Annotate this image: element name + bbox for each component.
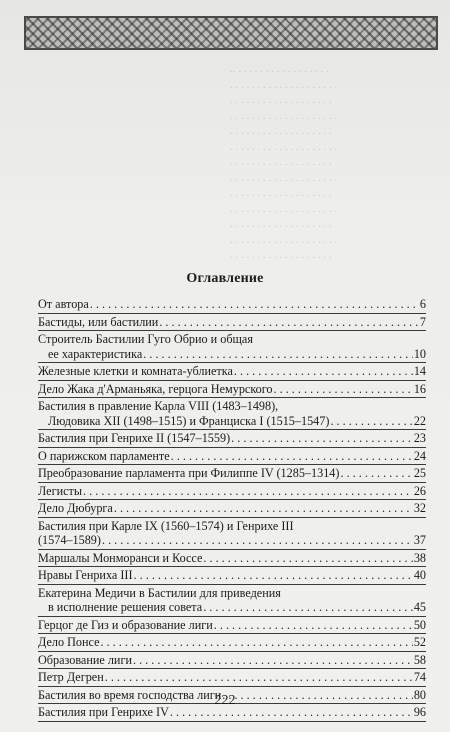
toc-entry-title: Образование лиги xyxy=(38,652,132,667)
toc-entry-page: 22 xyxy=(413,413,426,428)
toc-entry-line xyxy=(38,431,426,446)
toc-entry xyxy=(38,398,426,430)
toc-entry-title: Нравы Генриха III xyxy=(38,568,133,582)
toc-entry-line xyxy=(38,382,426,397)
toc-leader-dots xyxy=(203,551,412,566)
toc-entry-page: 96 xyxy=(413,705,426,719)
toc-leader-dots xyxy=(274,382,413,397)
toc-entry-line xyxy=(38,670,426,685)
toc-entry xyxy=(38,363,426,381)
toc-entry xyxy=(38,585,426,617)
toc-leader-dots xyxy=(114,501,413,516)
toc-entry-title: Дело Понсе xyxy=(38,635,100,649)
toc-leader-dots xyxy=(203,600,413,615)
toc-entry-page: 23 xyxy=(413,431,426,445)
toc-entry-line xyxy=(38,635,426,650)
toc-leader-dots xyxy=(159,315,419,330)
toc-entry xyxy=(38,567,426,585)
toc-entry-title: (1574–1589) xyxy=(38,533,101,547)
toc-entry-line xyxy=(38,315,426,330)
toc-entry-page: 32 xyxy=(413,501,426,515)
toc-entry-page: 24 xyxy=(413,448,426,463)
toc-leader-dots xyxy=(171,449,413,464)
toc-entry-line: Екатерина Медичи в Бастилии для приведения xyxy=(38,585,281,600)
toc-entry xyxy=(38,314,426,332)
toc-entry-page: 80 xyxy=(413,687,426,702)
toc-entry-title: ее характеристика xyxy=(48,346,143,361)
toc-entry xyxy=(38,483,426,501)
toc-entry xyxy=(38,652,426,670)
toc-leader-dots xyxy=(90,297,419,312)
toc-leader-dots xyxy=(340,466,412,481)
toc-entry-line xyxy=(38,414,426,429)
toc-leader-dots xyxy=(102,533,413,548)
toc-entry-title: Преобразование парламента при Филиппе IV (1285–1314) xyxy=(38,466,340,480)
toc-entry-line xyxy=(38,449,426,464)
toc-entry-page: 52 xyxy=(413,635,426,649)
toc-entry-title: в исполнение решения совета xyxy=(48,600,203,614)
toc-entry-page: 6 xyxy=(419,297,426,311)
table-of-contents xyxy=(38,296,426,722)
toc-entry-page: 37 xyxy=(413,533,426,547)
toc-entry-title: О парижском парламенте xyxy=(38,448,170,463)
toc-entry-page: 14 xyxy=(413,364,426,378)
toc-entry-line xyxy=(38,600,426,615)
toc-entry-title: Бастилия во время господства лиги xyxy=(38,687,222,702)
toc-leader-dots xyxy=(133,653,413,668)
toc-entry xyxy=(38,550,426,568)
toc-entry xyxy=(38,331,426,363)
toc-entry xyxy=(38,448,426,466)
toc-entry-line xyxy=(38,568,426,583)
toc-entry-page: 45 xyxy=(413,600,426,614)
toc-entry-page: 40 xyxy=(413,568,426,582)
toc-heading: Оглавление xyxy=(186,271,264,286)
toc-leader-dots xyxy=(214,618,413,633)
toc-entry-line xyxy=(38,484,426,499)
toc-entry-title: Бастиды, или бастилии xyxy=(38,314,159,329)
toc-entry-title: Петр Дегрен xyxy=(38,670,104,684)
toc-entry-title: Герцог де Гиз и образование лиги xyxy=(38,617,213,632)
toc-entry-title: От автора xyxy=(38,297,89,311)
toc-entry xyxy=(38,518,426,550)
toc-entry-page: 58 xyxy=(413,652,426,667)
toc-entry-line xyxy=(38,618,426,633)
toc-entry-line xyxy=(38,533,426,548)
toc-entry-title: Легисты xyxy=(38,483,83,498)
toc-entry-title: Маршалы Монморанси и Коссе xyxy=(38,550,203,565)
toc-leader-dots xyxy=(134,568,413,583)
toc-entry-title: Бастилия при Генрихе IV xyxy=(38,705,169,719)
toc-entry-page: 26 xyxy=(413,483,426,498)
toc-entry xyxy=(38,465,426,483)
toc-entry-line xyxy=(38,297,426,312)
toc-entry-line xyxy=(38,347,426,362)
toc-entry xyxy=(38,381,426,399)
toc-entry-line xyxy=(38,551,426,566)
toc-entry xyxy=(38,430,426,448)
toc-entry-page: 16 xyxy=(413,381,426,396)
toc-entry-title: Людовика XII (1498–1515) и Франциска I (1515–1547) xyxy=(48,413,330,428)
toc-leader-dots xyxy=(234,364,413,379)
toc-entry xyxy=(38,296,426,314)
bleed-through-text: .. . . . . . . . . . . . . . . . . . . . . . . . . . . . . . . . . . . . . . . . . . . . . . . . . . . . . . . . . . . . . . . . . . . . . . . . . . . . . . . . . . . . . . . . . . . . . . . . . . . . . . . . . . . . . . . . . . . . . . . . . . . . . . . . . . . . . . . . . . . . . . . . . . . . . . . . . . . . . . . . . . . . . . . . . . . . . . . . . . . . . . . . . . . . . . . . . . . . . . . . . . . . . . . . . . . . . . . . . . . . . . . . . . . . . . . . . . . . . . . . . . . . . . . . . . . . xyxy=(230,63,338,261)
toc-entry-line: Бастилия в правление Карла VIII (1483–1498), xyxy=(38,399,279,413)
toc-entry xyxy=(38,617,426,635)
toc-entry-line: Бастилия при Карле IX (1560–1574) и Генрихе III xyxy=(38,518,294,533)
toc-entry-page: 50 xyxy=(413,617,426,632)
toc-entry-line xyxy=(38,466,426,481)
toc-entry xyxy=(38,669,426,687)
toc-entry-title: Железные клетки и комната-ублиетка xyxy=(38,364,233,378)
toc-entry-title: Дело Жака д'Арманьяка, герцога Немурского xyxy=(38,381,273,396)
toc-leader-dots xyxy=(100,635,412,650)
toc-leader-dots xyxy=(231,431,413,446)
toc-entry-title: Бастилия при Генрихе II (1547–1559) xyxy=(38,431,231,445)
decorative-header-ornament xyxy=(24,16,438,50)
toc-entry-page: 25 xyxy=(413,466,426,480)
page-number: 222 xyxy=(214,693,236,708)
toc-entry-line xyxy=(38,501,426,516)
toc-leader-dots xyxy=(143,347,413,362)
toc-entry-page: 7 xyxy=(419,314,426,329)
toc-entry xyxy=(38,634,426,652)
toc-entry-line xyxy=(38,364,426,379)
toc-leader-dots xyxy=(105,670,413,685)
toc-entry-page: 38 xyxy=(413,550,426,565)
toc-entry-page: 10 xyxy=(413,346,426,361)
toc-leader-dots xyxy=(330,414,412,429)
toc-entry xyxy=(38,500,426,518)
toc-entry-page: 74 xyxy=(413,670,426,684)
toc-entry-line xyxy=(38,653,426,668)
toc-leader-dots xyxy=(83,484,413,499)
toc-entry-line: Строитель Бастилии Гуго Обрио и общая xyxy=(38,332,253,346)
toc-entry-title: Дело Дюбурга xyxy=(38,501,113,515)
